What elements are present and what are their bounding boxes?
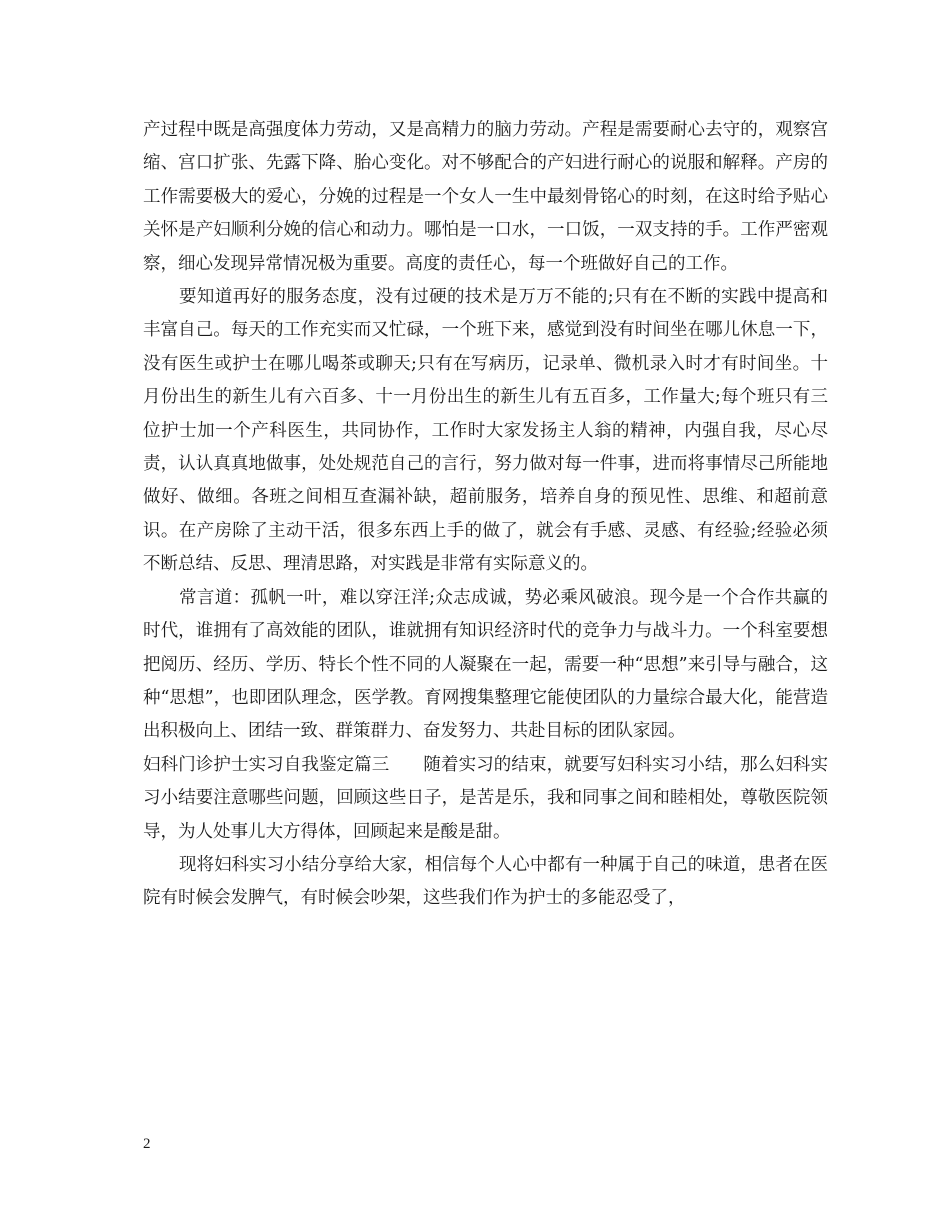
paragraph-2: 要知道再好的服务态度，没有过硬的技术是万万不能的;只有在不断的实践中提高和丰富自己。每天的工作充实而又忙碌，一个班下来，感觉到没有时间坐在哪儿休息一下，没有医生或护士在哪儿喝茶或聊天;只有在写病历，记录单、微机录入时才有时间坐。十月份出生的新生儿有六百多、十一月份出生的新生儿有五百多，工作量大;每个班只有三位护士加一个产科医生，共同协作，工作时大家发扬主人翁的精神，内强自我，尽心尽责，认认真真地做事，处处规范自己的言行，努力做对每一件事，进而将事情尽己所能地做好、做细。各班之间相互查漏补缺，超前服务，培养自身的预见性、思维、和超前意识。在产房除了主动干活，很多东西上手的做了，就会有手感、灵感、有经验;经验必须不断总结、反思、理清思路，对实践是非常有实际意义的。	[143, 287, 828, 575]
page-number: 2	[143, 1136, 151, 1152]
document-body	[143, 114, 828, 916]
paragraph-1: 产过程中既是高强度体力劳动，又是高精力的脑力劳动。产程是需要耐心去守的，观察宫缩、宫口扩张、先露下降、胎心变化。对不够配合的产妇进行耐心的说服和解释。产房的工作需要极大的爱心，分娩的过程是一个女人一生中最刻骨铭心的时刻，在这时给予贴心关怀是产妇顺利分娩的信心和动力。哪怕是一口水，一口饭，一双支持的手。工作严密观察，细心发现异常情况极为重要。高度的责任心，每一个班做好自己的工作。	[143, 120, 828, 274]
section-heading: 妇科门诊护士实习自我鉴定篇三	[143, 754, 390, 775]
paragraph-3: 常言道：孤帆一叶，难以穿汪洋;众志成诚，势必乘风破浪。现今是一个合作共赢的时代，谁拥有了高效能的团队，谁就拥有知识经济时代的竞争力与战斗力。一个科室要想把阅历、经历、学历、特长个性不同的人凝聚在一起，需要一种“思想”来引导与融合，这种“思想”，也即团队理念，医学教。育网搜集整理它能使团队的力量综合最大化，能营造出积极向上、团结一致、群策群力、奋发努力、共赴目标的团队家园。	[143, 587, 828, 742]
section-first-paragraph: 随着实习的结束，就要写妇科实习小结，那么妇科实习小结要注意哪些问题，回顾这些日子，是苦是乐，我和同事之间和睦相处，尊敬医院领导，为人处事儿大方得体，回顾起来是酸是甜。	[143, 754, 829, 842]
paragraph-4: 现将妇科实习小结分享给大家，相信每个人心中都有一种属于自己的味道，患者在医院有时候会发脾气，有时候会吵架，这些我们作为护士的多能忍受了，	[143, 854, 828, 909]
section-heading-line	[143, 749, 828, 849]
